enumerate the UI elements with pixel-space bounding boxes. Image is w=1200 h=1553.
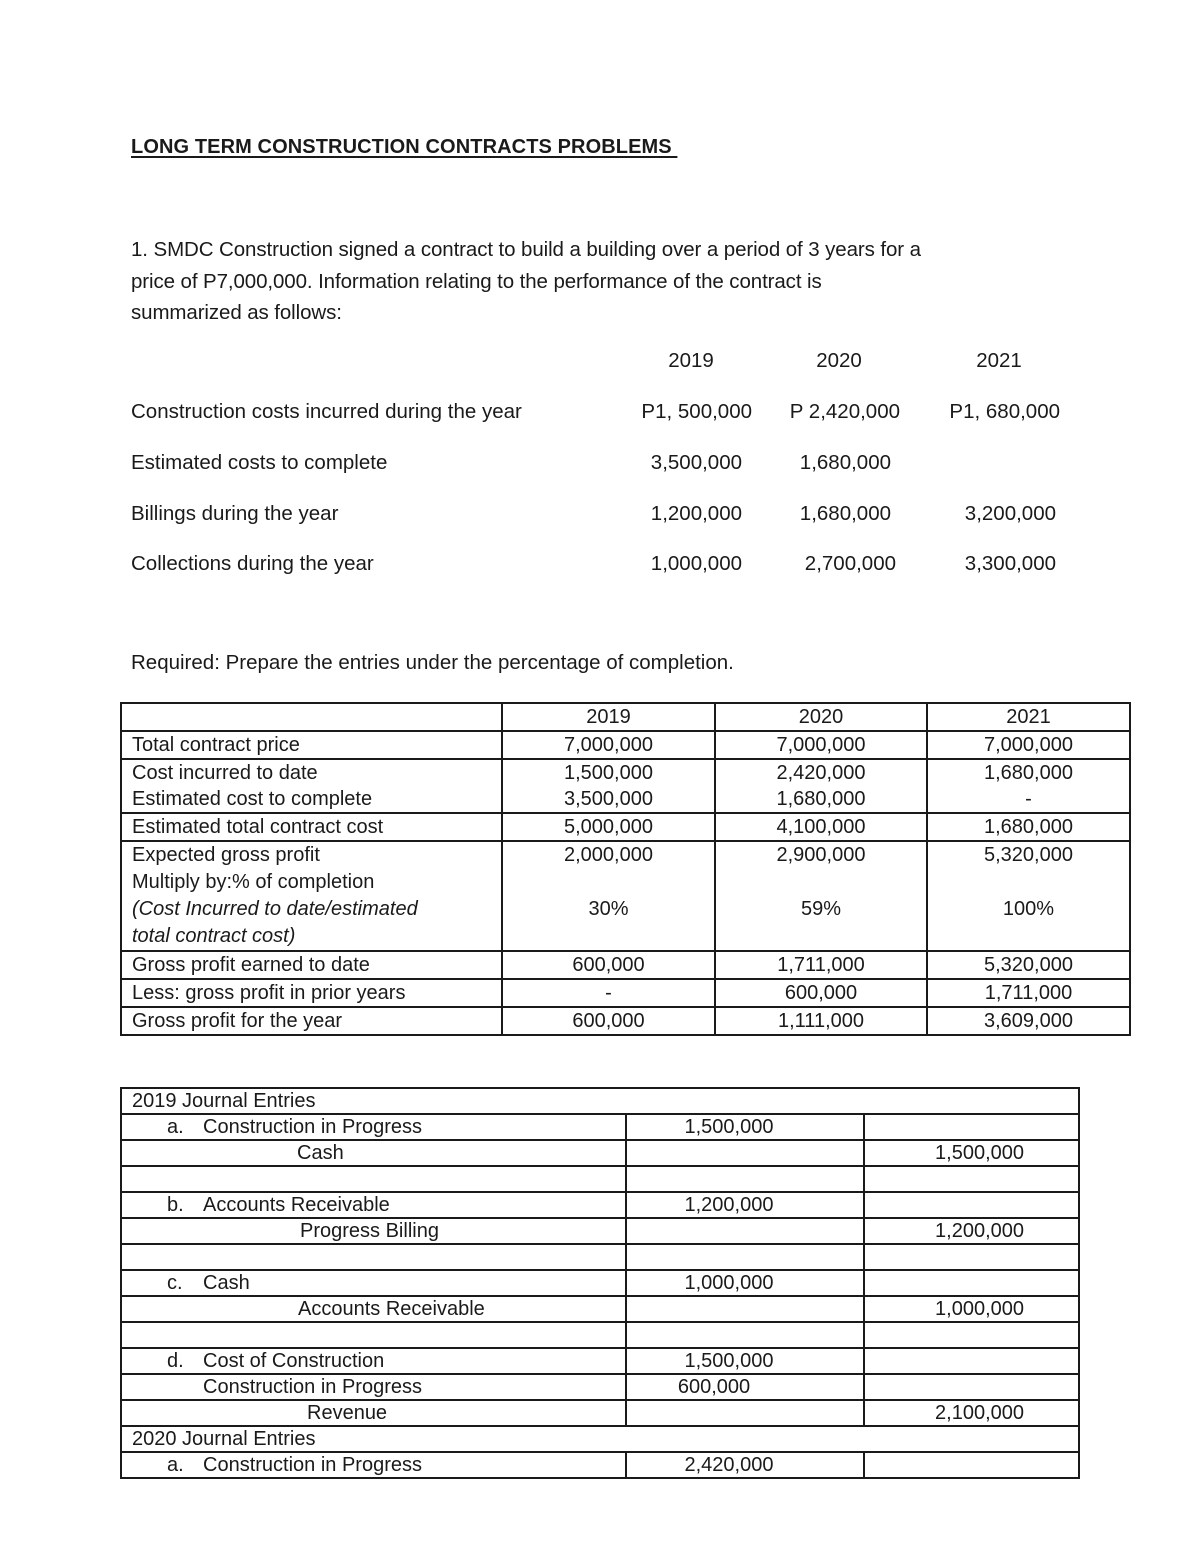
journal-debit [626, 1400, 864, 1426]
info-label: Billings during the year [131, 502, 339, 525]
calc-value: 600,000 [715, 979, 927, 1007]
journal-heading-2019-row [121, 1088, 1079, 1114]
info-header-row [131, 346, 1091, 376]
calc-value: 3,609,000 [927, 1007, 1130, 1035]
journal-blank-row [121, 1322, 1079, 1348]
calc-value: 4,100,000 [715, 813, 927, 841]
info-row-collections [131, 549, 1091, 579]
calc-value: - [502, 979, 715, 1007]
entry-letter: a. [167, 1116, 184, 1138]
problem-line-2: price of P7,000,000. Information relating to the performance of the contract is [131, 269, 822, 293]
calc-value: 7,000,000 [927, 731, 1130, 759]
percentage-completion-table [120, 702, 1131, 1036]
journal-row [121, 1374, 1079, 1400]
calc-label-block [121, 841, 502, 951]
journal-account [121, 1192, 626, 1218]
calc-value: - [927, 786, 1130, 813]
calc-header-2020: 2020 [715, 703, 927, 731]
journal-debit: 1,500,000 [626, 1114, 864, 1140]
journal-blank-cell [626, 1166, 864, 1192]
calc-value-pct: 59% [800, 898, 842, 920]
journal-row [121, 1270, 1079, 1296]
journal-account: Construction in Progress [121, 1374, 626, 1400]
journal-debit: 2,420,000 [626, 1452, 864, 1478]
journal-credit: 1,500,000 [864, 1140, 1079, 1166]
calc-value: 2,420,000 [715, 759, 927, 786]
calc-label: Total contract price [121, 731, 502, 759]
calc-value: 1,711,000 [927, 979, 1130, 1007]
journal-row [121, 1140, 1079, 1166]
info-label: Construction costs incurred during the year [131, 400, 522, 423]
calc-value: 1,500,000 [502, 759, 715, 786]
journal-debit: 600,000 [626, 1374, 864, 1400]
account-name: Construction in Progress [203, 1116, 422, 1138]
calc-header-blank [121, 703, 502, 731]
journal-heading-2019: 2019 Journal Entries [121, 1088, 1079, 1114]
journal-credit [864, 1348, 1079, 1374]
calc-value-block [715, 841, 927, 951]
journal-blank-row [121, 1244, 1079, 1270]
journal-row [121, 1218, 1079, 1244]
info-value: P1, 680,000 [949, 400, 1060, 423]
calc-label: Estimated total contract cost [121, 813, 502, 841]
calc-value: 7,000,000 [502, 731, 715, 759]
journal-account [121, 1348, 626, 1374]
calc-header-row [121, 703, 1130, 731]
info-value: 3,200,000 [964, 502, 1056, 525]
calc-value: 600,000 [502, 951, 715, 979]
calc-value-block [502, 841, 715, 951]
journal-account: Progress Billing [121, 1218, 626, 1244]
info-value: P1, 500,000 [641, 400, 752, 423]
calc-row-expected-gp [121, 841, 1130, 951]
journal-debit [626, 1218, 864, 1244]
entry-letter: b. [167, 1194, 184, 1216]
calc-value-block [927, 841, 1130, 951]
info-value: 1,200,000 [650, 502, 742, 525]
journal-row [121, 1348, 1079, 1374]
journal-heading-2020-row [121, 1426, 1079, 1452]
info-value: 1,000,000 [650, 552, 742, 575]
account-name: Cash [203, 1272, 250, 1294]
calc-label: Less: gross profit in prior years [121, 979, 502, 1007]
journal-account [121, 1270, 626, 1296]
journal-credit [864, 1452, 1079, 1478]
calc-label: Estimated cost to complete [121, 786, 502, 813]
calc-row-est-cost-complete [121, 786, 1130, 813]
journal-debit [626, 1140, 864, 1166]
journal-blank-cell [626, 1244, 864, 1270]
info-value: 1,680,000 [799, 451, 891, 474]
required-instruction: Required: Prepare the entries under the percentage of completion. [131, 651, 734, 674]
calc-label: Gross profit for the year [121, 1007, 502, 1035]
journal-credit [864, 1114, 1079, 1140]
info-label: Estimated costs to complete [131, 451, 388, 474]
journal-row [121, 1114, 1079, 1140]
journal-debit: 1,200,000 [626, 1192, 864, 1218]
account-name: Cost of Construction [203, 1350, 385, 1372]
journal-blank-cell [121, 1244, 626, 1270]
entry-letter: d. [167, 1350, 184, 1372]
journal-row [121, 1400, 1079, 1426]
calc-value: 1,680,000 [715, 786, 927, 813]
calc-value: 5,000,000 [502, 813, 715, 841]
calc-value: 3,500,000 [502, 786, 715, 813]
journal-account: Revenue [121, 1400, 626, 1426]
journal-credit: 2,100,000 [864, 1400, 1079, 1426]
calc-value: 5,320,000 [927, 951, 1130, 979]
journal-debit: 1,000,000 [626, 1270, 864, 1296]
journal-credit [864, 1270, 1079, 1296]
journal-credit: 1,200,000 [864, 1218, 1079, 1244]
info-row-billings [131, 499, 1091, 529]
journal-account [121, 1114, 626, 1140]
journal-credit: 1,000,000 [864, 1296, 1079, 1322]
journal-debit: 1,500,000 [626, 1348, 864, 1374]
info-label: Collections during the year [131, 552, 374, 575]
journal-blank-cell [121, 1166, 626, 1192]
calc-value: 1,111,000 [715, 1007, 927, 1035]
journal-blank-cell [626, 1322, 864, 1348]
calc-value: 7,000,000 [715, 731, 927, 759]
account-name: Accounts Receivable [203, 1194, 390, 1216]
calc-note-line-1: (Cost Incurred to date/estimated [132, 898, 418, 920]
journal-blank-cell [864, 1166, 1079, 1192]
journal-blank-cell [121, 1322, 626, 1348]
info-row-est-costs [131, 448, 1091, 478]
journal-account: Accounts Receivable [121, 1296, 626, 1322]
journal-row [121, 1192, 1079, 1218]
info-row-costs-incurred [131, 397, 1091, 427]
journal-blank-cell [864, 1244, 1079, 1270]
entry-letter: a. [167, 1454, 184, 1476]
info-year-2020: 2020 [816, 349, 862, 372]
calc-value: 600,000 [502, 1007, 715, 1035]
calc-row-gp-year [121, 1007, 1130, 1035]
calc-value-expected-gp: 2,900,000 [776, 844, 866, 866]
calc-row-gp-prior [121, 979, 1130, 1007]
info-year-2019: 2019 [668, 349, 714, 372]
calc-label: Gross profit earned to date [121, 951, 502, 979]
account-name: Construction in Progress [203, 1454, 422, 1476]
calc-note-line-2: total contract cost) [132, 925, 296, 947]
page-title: LONG TERM CONSTRUCTION CONTRACTS PROBLEMS [131, 136, 678, 158]
journal-blank-cell [864, 1322, 1079, 1348]
info-value: 1,680,000 [799, 502, 891, 525]
problem-statement [131, 234, 1071, 329]
journal-heading-2020: 2020 Journal Entries [121, 1426, 1079, 1452]
journal-blank-row [121, 1166, 1079, 1192]
journal-row [121, 1296, 1079, 1322]
calc-value: 1,680,000 [927, 759, 1130, 786]
info-value: 2,700,000 [804, 552, 896, 575]
calc-value-expected-gp: 5,320,000 [984, 844, 1073, 866]
info-value: 3,300,000 [964, 552, 1056, 575]
info-value: P 2,420,000 [789, 400, 900, 423]
calc-header-2021: 2021 [927, 703, 1130, 731]
calc-label-expected-gp: Expected gross profit [132, 844, 320, 866]
calc-value-pct: 30% [588, 898, 629, 920]
problem-line-1: 1. SMDC Construction signed a contract to build a building over a period of 3 years for a [131, 238, 921, 261]
info-year-2021: 2021 [976, 349, 1022, 372]
journal-row [121, 1452, 1079, 1478]
calc-value: 1,711,000 [715, 951, 927, 979]
calc-value-expected-gp: 2,000,000 [564, 844, 653, 866]
journal-credit [864, 1192, 1079, 1218]
journal-debit [626, 1296, 864, 1322]
journal-credit [864, 1374, 1079, 1400]
entry-letter: c. [167, 1272, 183, 1294]
journal-account [121, 1452, 626, 1478]
calc-label-pct-completion: Multiply by:% of completion [132, 871, 375, 893]
info-value: 3,500,000 [650, 451, 742, 474]
calc-header-2019: 2019 [502, 703, 715, 731]
calc-row-est-total-cost [121, 813, 1130, 841]
journal-account: Cash [121, 1140, 626, 1166]
problem-line-3: summarized as follows: [131, 301, 342, 324]
calc-value-pct: 100% [1002, 898, 1055, 920]
journal-entries-table [120, 1087, 1080, 1479]
calc-row-cost-incurred [121, 759, 1130, 786]
calc-value: 1,680,000 [927, 813, 1130, 841]
calc-row-gp-earned [121, 951, 1130, 979]
calc-label: Cost incurred to date [121, 759, 502, 786]
calc-row-total-contract-price [121, 731, 1130, 759]
